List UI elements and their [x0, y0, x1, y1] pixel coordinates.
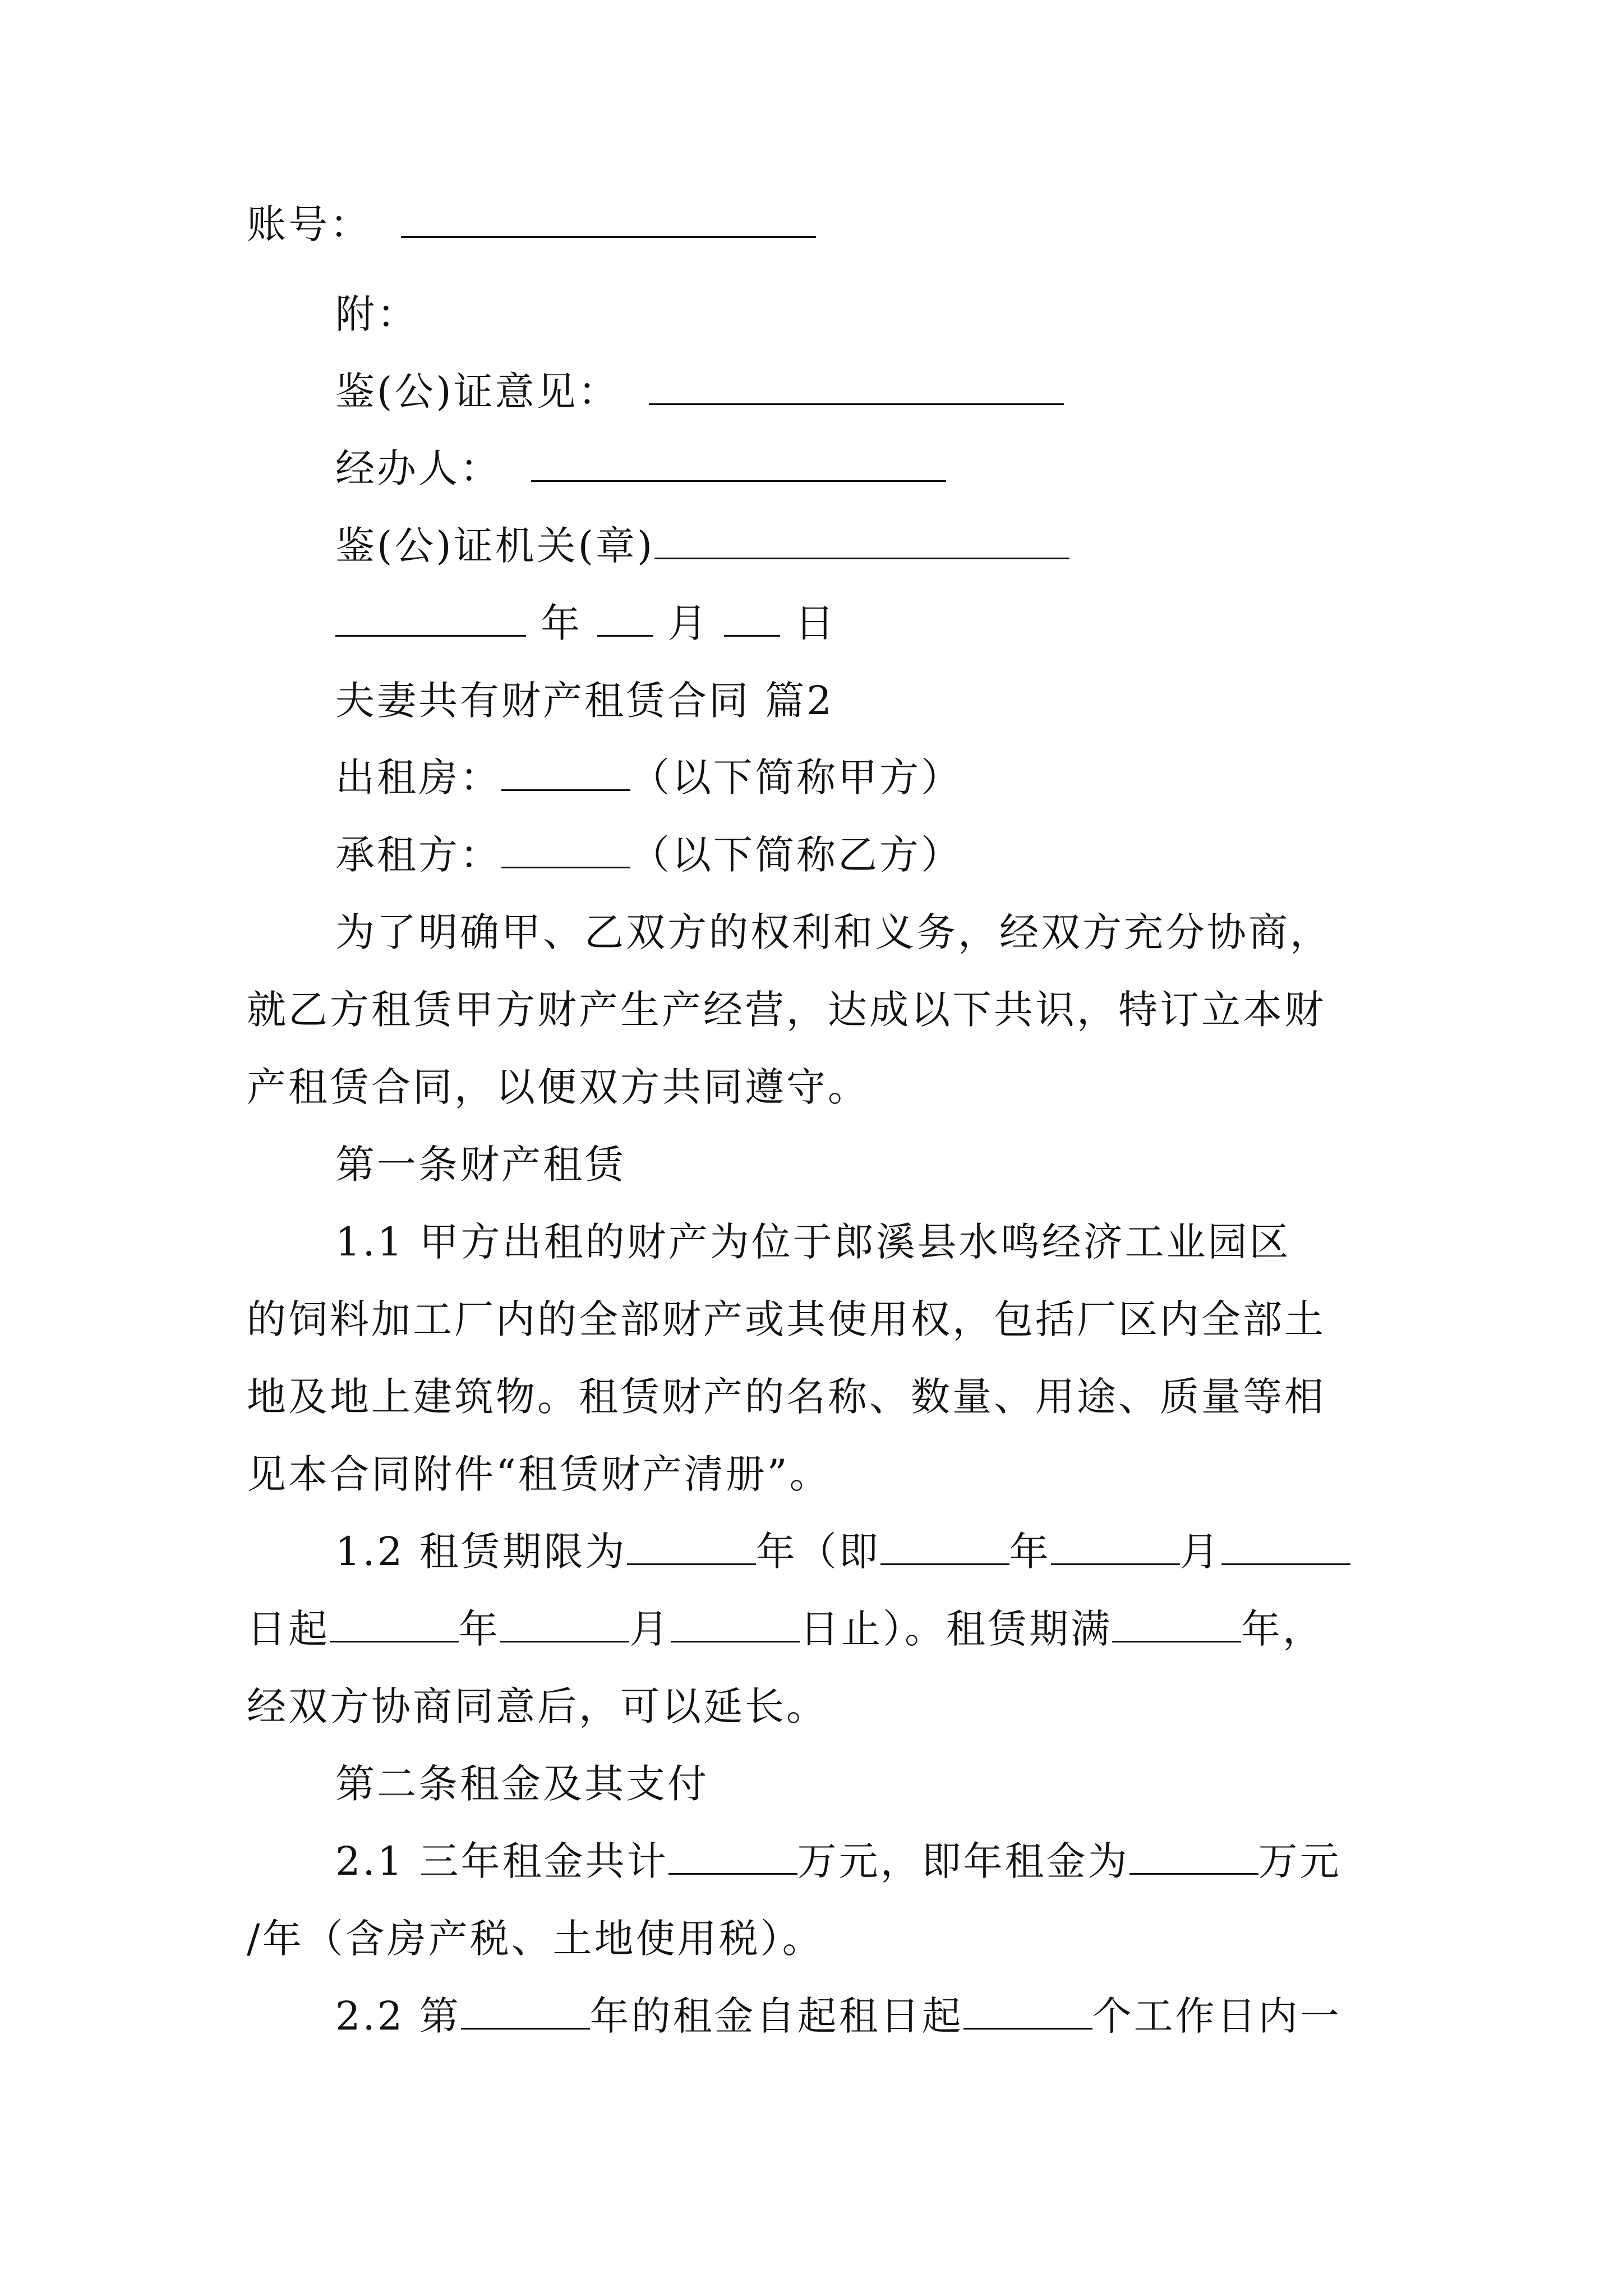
lessor-blank — [501, 757, 630, 791]
clause-1-2-text-d: 月 — [1179, 1529, 1221, 1575]
clause-2-1-text-a: 2.1 三年租金共计 — [335, 1838, 668, 1884]
start-month-blank — [1051, 1531, 1180, 1565]
clause-2-1-line-1 — [335, 1836, 1341, 1887]
clause-2-2-text-b: 年的租金自起租日起 — [589, 1993, 963, 2039]
intro-line-2: 就乙方租赁甲方财产生产经营，达成以下共识，特订立本财 — [247, 987, 1326, 1033]
date-line — [335, 598, 836, 648]
notary-opinion-line — [335, 366, 1064, 417]
notary-office-blank — [654, 525, 1069, 559]
handler-label: 经办人： — [335, 445, 501, 491]
article-2-title: 第二条租金及其支付 — [335, 1761, 709, 1807]
intro-line-3: 产租赁合同，以便双方共同遵守。 — [247, 1064, 869, 1110]
year-number-blank — [461, 1995, 590, 2030]
term-years-blank — [627, 1531, 756, 1565]
lessee-suffix: （以下简称乙方） — [630, 832, 962, 878]
lessee-label: 承租方： — [335, 832, 501, 878]
expiry-years-blank — [1112, 1608, 1241, 1642]
end-day-blank — [671, 1608, 800, 1642]
notary-opinion-label: 鉴(公)证意见： — [335, 369, 620, 415]
clause-1-2-text-h: 日止）。租赁期满 — [800, 1606, 1112, 1652]
clause-1-2-text-f: 年 — [459, 1606, 500, 1652]
clause-2-2-line-1 — [335, 1991, 1341, 2041]
clause-1-2-text-c: 年 — [1009, 1529, 1051, 1575]
date-month-label: 月 — [667, 600, 709, 646]
clause-1-2-text-g: 月 — [629, 1606, 671, 1652]
clause-1-2-line-3: 经双方协商同意后，可以延长。 — [247, 1683, 828, 1729]
account-label: 账号： — [247, 201, 371, 247]
clause-1-1-line-2: 的饲料加工厂内的全部财产或其使用权，包括厂区内全部土 — [247, 1296, 1326, 1342]
article-1-title: 第一条财产租赁 — [335, 1142, 626, 1188]
notary-opinion-blank — [649, 371, 1064, 405]
section-title: 夫妻共有财产租赁合同 篇2 — [335, 678, 834, 724]
annual-rent-blank — [1129, 1841, 1258, 1875]
clause-2-2-text-a: 2.2 第 — [335, 1993, 461, 2039]
lessor-label: 出租房： — [335, 754, 501, 800]
account-blank — [401, 204, 816, 238]
date-day-label: 日 — [795, 600, 837, 646]
clause-1-2-text-a: 1.2 租赁期限为 — [335, 1529, 627, 1575]
clause-1-2-line-2 — [247, 1604, 1324, 1654]
account-line — [247, 199, 816, 250]
lessee-line — [335, 830, 962, 880]
lessee-blank — [501, 834, 630, 868]
handler-blank — [531, 448, 946, 482]
date-year-blank — [335, 602, 526, 637]
lessor-line — [335, 752, 962, 803]
date-year-label: 年 — [541, 600, 583, 646]
clause-1-2-text-e: 日起 — [247, 1606, 330, 1652]
clause-2-1-text-b: 万元，即年租金为 — [797, 1838, 1129, 1884]
intro-line-1: 为了明确甲、乙双方的权利和义务，经双方充分协商， — [335, 909, 1331, 955]
clause-1-1-line-1: 1.1 甲方出租的财产为位于郎溪县水鸣经济工业园区 — [335, 1219, 1291, 1265]
lessor-suffix: （以下简称甲方） — [630, 754, 962, 800]
workdays-blank — [963, 1995, 1092, 2030]
end-month-blank — [500, 1608, 629, 1642]
date-day-blank — [724, 602, 780, 637]
handler-line — [335, 443, 946, 494]
clause-1-1-line-3: 地及地上建筑物。租赁财产的名称、数量、用途、质量等相 — [247, 1374, 1326, 1420]
clause-2-1-line-2: /年（含房产税、土地使用税）。 — [247, 1916, 824, 1962]
notary-office-line — [335, 521, 1069, 571]
clause-1-2-text-i: 年， — [1241, 1606, 1324, 1652]
clause-1-2-text-b: 年（即 — [755, 1529, 880, 1575]
clause-1-2-line-1 — [335, 1526, 1350, 1577]
start-year-blank — [880, 1531, 1009, 1565]
attachment-label: 附： — [335, 291, 418, 337]
total-rent-blank — [668, 1841, 797, 1875]
clause-1-1-line-4: 见本合同附件“租赁财产清册”。 — [247, 1451, 831, 1497]
date-month-blank — [597, 602, 653, 637]
notary-office-label: 鉴(公)证机关(章) — [335, 523, 655, 569]
clause-2-1-text-c: 万元 — [1258, 1838, 1341, 1884]
clause-2-2-text-c: 个工作日内一 — [1092, 1993, 1341, 2039]
end-year-blank — [330, 1608, 459, 1642]
start-day-blank — [1221, 1531, 1350, 1565]
